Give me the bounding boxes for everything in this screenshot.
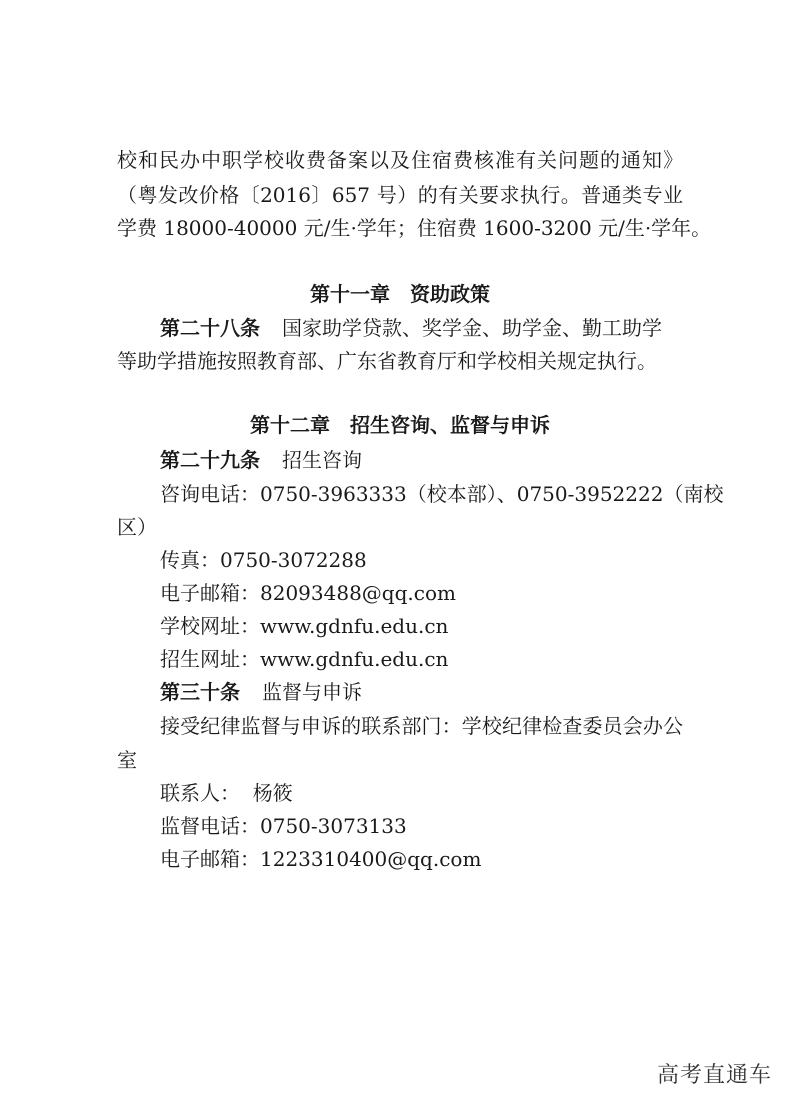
fees-line-1: 校和民办中职学校收费备案以及住宿费核准有关问题的通知》 [117,148,683,172]
article-29-label: 第二十九条 [160,448,260,472]
article-29-title: 招生咨询 [282,448,362,472]
consult-phone-line-2: 区） [117,515,157,539]
article-29-heading [160,448,362,472]
supervision-dept-line-1: 接受纪律监督与申诉的联系部门：学校纪律检查委员会办公 [160,714,683,738]
article-28-line-2: 等助学措施按照教育部、广东省教育厅和学校相关规定执行。 [117,349,657,373]
email-line: 电子邮箱：82093488@qq.com [160,581,456,605]
consult-phone-line-1: 咨询电话：0750-3963333（校本部）、0750-3952222（南校 [160,482,724,506]
article-28-line-1 [160,316,690,340]
supervision-email-line: 电子邮箱：1223310400@qq.com [160,847,482,871]
article-30-label: 第三十条 [160,680,240,704]
contact-person-line: 联系人： 杨筱 [160,781,293,805]
chapter-12-title: 第十二章 招生咨询、监督与申诉 [250,413,550,437]
supervision-phone-line: 监督电话：0750-3073133 [160,814,407,838]
supervision-dept-line-2: 室 [117,748,137,772]
article-30-title: 监督与申诉 [262,680,362,704]
article-28-label: 第二十八条 [160,316,260,340]
school-website-line: 学校网址：www.gdnfu.edu.cn [160,614,449,638]
watermark-text: 高考直通车 [656,1063,772,1088]
article-28-text: 国家助学贷款、奖学金、助学金、勤工助学 [282,316,662,340]
admission-website-line: 招生网址：www.gdnfu.edu.cn [160,647,449,671]
article-30-heading [160,680,362,704]
chapter-11-title: 第十一章 资助政策 [310,282,490,306]
fees-line-2: （粤发改价格〔2016〕657 号）的有关要求执行。普通类专业 [117,183,683,207]
fax-line: 传真：0750-3072288 [160,548,367,572]
fees-line-3: 学费 18000-40000 元/生·学年；住宿费 1600-3200 元/生·学年。 [117,216,712,240]
